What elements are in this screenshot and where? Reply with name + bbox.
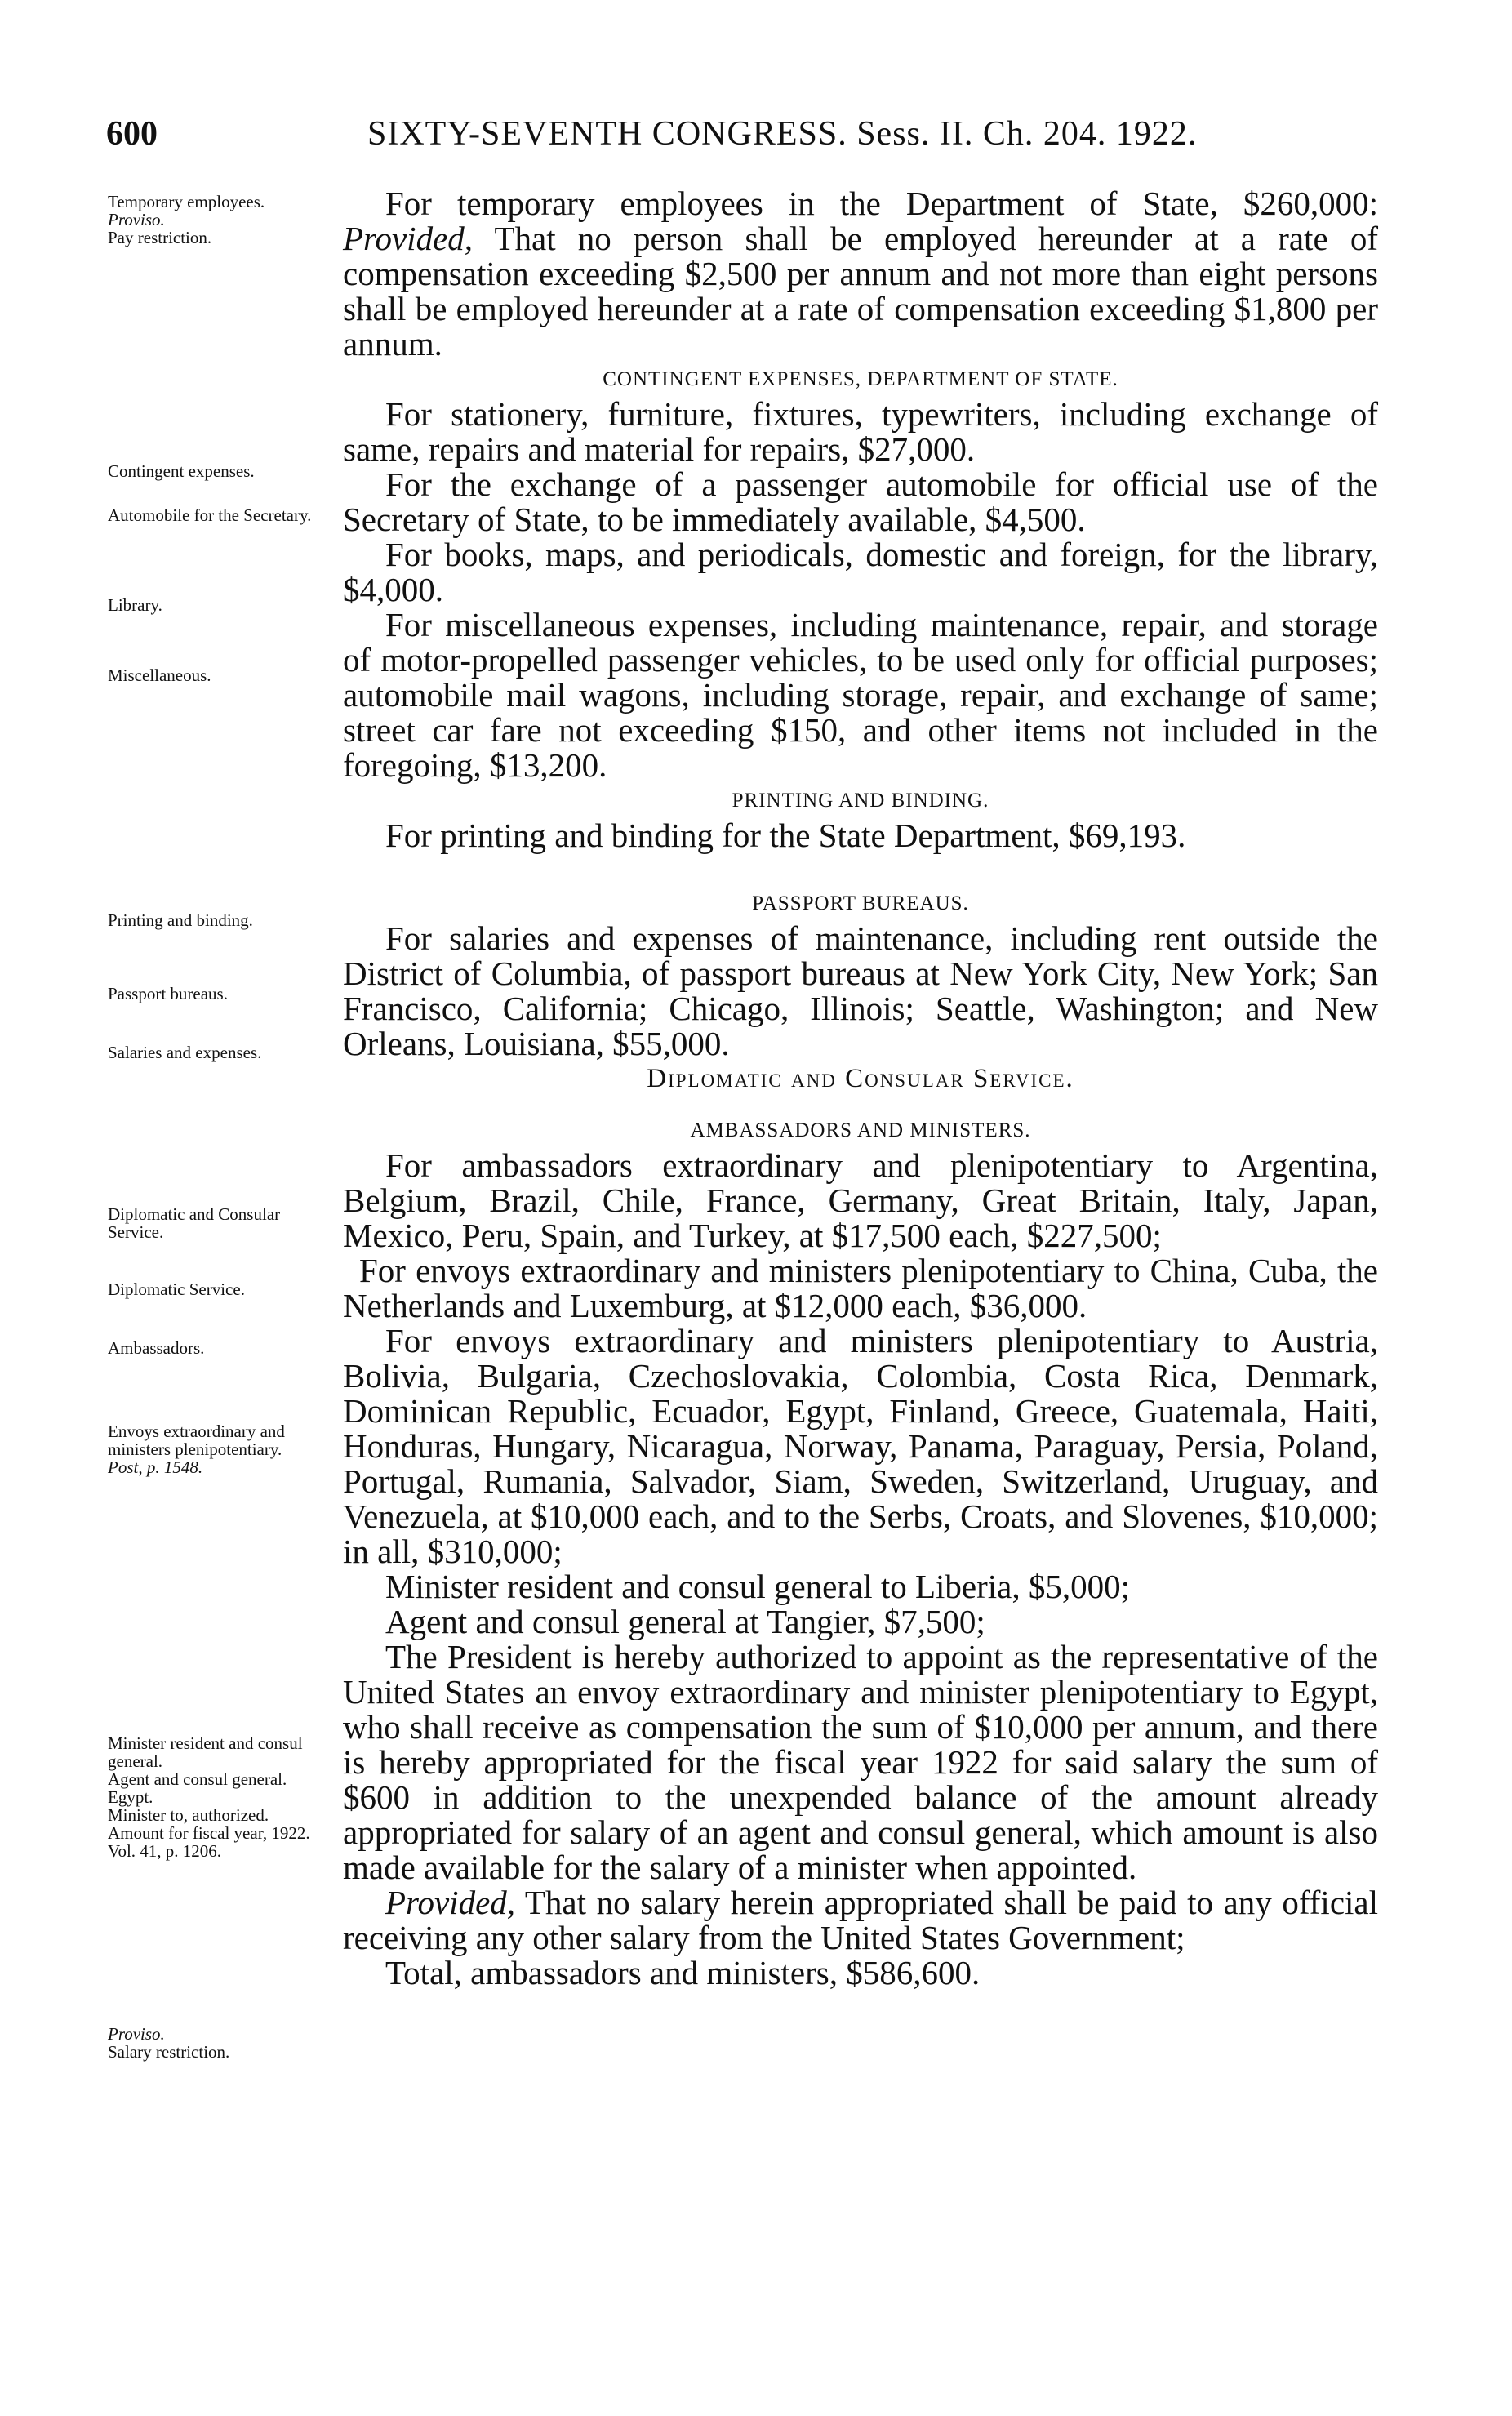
margin-note: Printing and binding. xyxy=(108,910,253,930)
margin-note-contingent-expenses xyxy=(108,462,338,480)
margin-note: Envoys extraordinary and ministers plenipotentiary. xyxy=(108,1422,285,1459)
paragraph-automobile: For the exchange of a passenger automobile for official use of the Secretary of State, to be immediately available, $4,500. xyxy=(343,465,1378,538)
paragraph-envoys-1: For envoys extraordinary and ministers plenipotentiary to China, Cuba, the Netherlands and Luxemburg, at $12,000 each, $36,000. xyxy=(343,1252,1378,1324)
margin-note: Ambassadors. xyxy=(108,1338,205,1358)
margin-note: Proviso. xyxy=(108,210,165,229)
heading-printing-binding: PRINTING AND BINDING. xyxy=(732,790,989,812)
paragraph-passport: For salaries and expenses of maintenance, including rent outside the District of Columbia, of passport bureaus at New York City, New York; San Francisco, California; Chicago, Illinois; Seattle, Washington; and New Orleans, Louisiana, $55,000. xyxy=(343,919,1378,1062)
margin-note-minister-resident xyxy=(108,1734,338,1860)
margin-note: Egypt. xyxy=(108,1787,153,1807)
margin-note: Proviso. xyxy=(108,2024,165,2044)
margin-note-diplomatic-service xyxy=(108,1280,338,1298)
margin-note: Diplomatic and Consular Service. xyxy=(108,1204,281,1242)
margin-note-ambassadors xyxy=(108,1339,338,1357)
margin-note-diplomatic-consular xyxy=(108,1205,338,1241)
main-text xyxy=(343,186,1378,1991)
margin-note-envoys xyxy=(108,1422,338,1476)
margin-note: Agent and consul general. xyxy=(108,1769,287,1789)
paragraph-egypt: The President is hereby authorized to appoint as the representative of the United States an envoy extraordinary and minister plenipotentiary to Egypt, who shall receive as compensation the sum of $10,000 per annum, and there is hereby appropriated for the fiscal year 1922 for said salary the sum of $600 in addition to the unexpended balance of the amount already appropriated for salary of an agent and consul general, which amount is also made available for the salary of a minister when appointed. xyxy=(343,1638,1378,1886)
paragraph-printing: For printing and binding for the State Department, $69,193. xyxy=(385,816,1186,854)
paragraph-envoys-2: For envoys extraordinary and ministers plenipotentiary to Austria, Bolivia, Bulgaria, Czechoslovakia, Colombia, Costa Rica, Denmark, Dominican Republic, Ecuador, Egypt, Finland, Greece, Guatemala, Haiti, Honduras, Hungary, Nicaragua, Norway, Panama, Paraguay, Persia, Poland, Portugal, Rumania, Salvador, Siam, Sweden, Switzerland, Uruguay, and Venezuela, at $10,000 each, and to the Serbs, Croats, and Slovenes, $10,000; in all, $310,000; xyxy=(343,1322,1378,1570)
margin-note: Minister resident and consul general. xyxy=(108,1733,303,1771)
margin-note-automobile xyxy=(108,506,338,524)
margin-note: Miscellaneous. xyxy=(108,665,211,685)
heading-ambassadors-ministers: AMBASSADORS AND MINISTERS. xyxy=(690,1119,1031,1141)
margin-note: Automobile for the Secretary. xyxy=(108,505,312,525)
margin-note-salary-proviso xyxy=(108,2025,338,2061)
heading-contingent-expenses: CONTINGENT EXPENSES, DEPARTMENT OF STATE. xyxy=(603,368,1118,390)
margin-note: Temporary employees. xyxy=(108,192,265,211)
paragraph-stationery: For stationery, furniture, fixtures, typewriters, including exchange of same, repairs and material for repairs, $27,000. xyxy=(343,395,1378,468)
margin-note: Salaries and expenses. xyxy=(108,1043,262,1062)
paragraph-miscellaneous: For miscellaneous expenses, including maintenance, repair, and storage of motor-propelled passenger vehicles, to be used only for official purposes; automobile mail wagons, including storage, repair, and exchange of same; street car fare not exceeding $150, and other items not included in the foregoing, $13,200. xyxy=(343,606,1378,784)
paragraph-salary-proviso: Provided, That no salary herein appropriated shall be paid to any official receiving any other salary from the United States Government; xyxy=(343,1884,1378,1956)
margin-note-passport xyxy=(108,985,338,1003)
margin-note-temporary-employees xyxy=(108,193,338,247)
margin-note: Pay restriction. xyxy=(108,228,212,247)
heading-passport-bureaus: PASSPORT BUREAUS. xyxy=(752,892,969,914)
margin-note: Diplomatic Service. xyxy=(108,1279,245,1299)
paragraph-liberia: Minister resident and consul general to Liberia, $5,000; xyxy=(385,1568,1131,1605)
margin-note: Library. xyxy=(108,595,162,615)
margin-note: Amount for fiscal year, 1922. xyxy=(108,1823,310,1843)
page-header xyxy=(106,114,1380,163)
paragraph-temporary-employees: For temporary employees in the Department of State, $260,000: Provided, That no person shall be employed hereunder at a rate of compensation exceeding $2,500 per annum and not more than eight persons shall be employed hereunder at a rate of compensation exceeding $1,800 per annum. xyxy=(343,185,1378,363)
paragraph-library: For books, maps, and periodicals, domestic and foreign, for the library, $4,000. xyxy=(343,536,1378,608)
heading-diplomatic-consular: Diplomatic and Consular Service. xyxy=(647,1064,1074,1093)
margin-note-printing xyxy=(108,911,338,929)
margin-note-library xyxy=(108,596,338,614)
running-title: SIXTY-SEVENTH CONGRESS. Sess. II. Ch. 204. 1922. xyxy=(367,115,1198,153)
paragraph-tangier: Agent and consul general at Tangier, $7,500; xyxy=(385,1603,985,1640)
margin-note: Contingent expenses. xyxy=(108,461,255,481)
page-number: 600 xyxy=(106,115,158,153)
paragraph-total: Total, ambassadors and ministers, $586,600. xyxy=(385,1954,981,1991)
margin-note: Salary restriction. xyxy=(108,2042,230,2062)
margin-note: Passport bureaus. xyxy=(108,984,228,1003)
margin-note: Vol. 41, p. 1206. xyxy=(108,1841,222,1861)
paragraph-ambassadors: For ambassadors extraordinary and plenipotentiary to Argentina, Belgium, Brazil, Chile, France, Germany, Great Britain, Italy, Japan, Mexico, Peru, Spain, and Turkey, at $17,500 each, $227,500; xyxy=(343,1146,1378,1254)
margin-note-salaries xyxy=(108,1043,338,1061)
margin-note-miscellaneous xyxy=(108,666,338,684)
margin-note: Minister to, authorized. xyxy=(108,1805,269,1825)
margin-note: Post, p. 1548. xyxy=(108,1457,203,1477)
